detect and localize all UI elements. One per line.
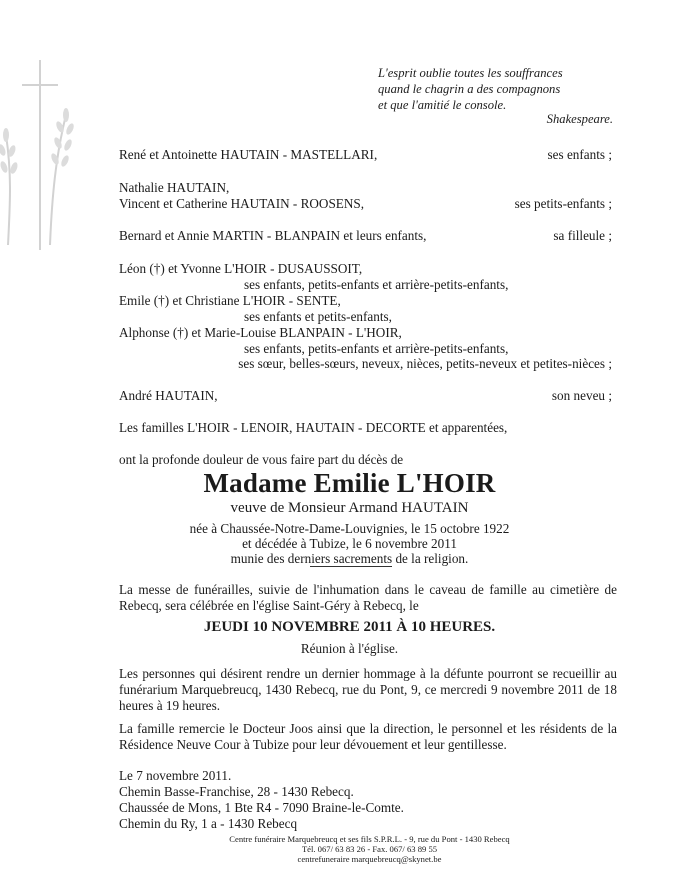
family-relation: son neveu ; [551,388,612,403]
family-name: René et Antoinette HAUTAIN - MASTELLARI, [119,147,378,162]
notice-date: Le 7 novembre 2011. [119,768,232,783]
family-name: Nathalie HAUTAIN, [119,180,230,195]
funeral-paragraph: La messe de funérailles, suivie de l'inhumation dans le caveau de famille au cimetière de Rebecq, sera célébrée en l'église Saint-Géry à Rebecq, le [119,582,617,613]
family-name: Bernard et Annie MARTIN - BLANPAIN et leurs enfants, [119,228,427,243]
sibling-line: Alphonse (†) et Marie-Louise BLANPAIN - L'HOIR, [119,325,402,340]
epigraph-author: Shakespeare. [546,112,613,126]
families-line: Les familles L'HOIR - LENOIR, HAUTAIN - DECORTE et apparentées, [119,420,508,435]
funeral-date: JEUDI 10 NOVEMBRE 2011 À 10 HEURES. [203,619,496,635]
thanks-paragraph: La famille remercie le Docteur Joos ainsi que la direction, le personnel et les résidents de la Résidence Neuve Cour à Tubize pour leur dévouement et leur gentillesse. [119,721,617,752]
deceased-birth: née à Chaussée-Notre-Dame-Louvignies, le 15 octobre 1922 [189,521,510,536]
sibling-line: Léon (†) et Yvonne L'HOIR - DUSAUSSOIT, [119,261,363,276]
funeral-meeting: Réunion à l'église. [300,641,399,656]
sibling-line: Emile (†) et Christiane L'HOIR - SENTE, [119,293,341,308]
epigraph-line: L'esprit oublie toutes les souffrances [378,66,563,80]
cross-wheat-icon [0,55,85,255]
deceased-name: Madame Emilie L'HOIR [203,468,496,498]
epigraph-line: et que l'amitié le console. [378,98,507,112]
address-line: Chemin Basse-Franchise, 28 - 1430 Rebecq. [119,784,354,799]
family-relation: ses petits-enfants ; [514,196,612,211]
family-relation: sa filleule ; [553,228,612,243]
sibling-line: ses enfants, petits-enfants et arrière-petits-enfants, [244,341,509,356]
divider [310,566,392,567]
sibling-line: ses sœur, belles-sœurs, neveux, nièces, petits-neveux et petites-nièces ; [238,356,612,371]
footer-company: Centre funéraire Marquebreucq et ses fils S.P.R.L. - 9, rue du Pont - 1430 Rebecq [229,834,510,844]
epigraph-line: quand le chagrin a des compagnons [378,82,561,96]
footer-phone: Tél. 067/ 63 83 26 - Fax. 067/ 63 89 55 [301,844,438,854]
homage-paragraph: Les personnes qui désirent rendre un dernier hommage à la défunte pourront se recueillir au funérarium Marquebreucq, 1430 Rebecq, rue du Pont, 9, ce mercredi 9 novembre 2011 de 18 heures à 19 heures. [119,666,617,713]
announce-line: ont la profonde douleur de vous faire part du décès de [119,452,404,467]
deceased-widow: veuve de Monsieur Armand HAUTAIN [230,500,469,516]
family-name: André HAUTAIN, [119,388,218,403]
deceased-sacraments: munie des derniers sacrements de la religion. [230,551,469,566]
family-name: Vincent et Catherine HAUTAIN - ROOSENS, [119,196,365,211]
address-line: Chaussée de Mons, 1 Bte R4 - 7090 Braine-le-Comte. [119,800,404,815]
sibling-line: ses enfants et petits-enfants, [244,309,392,324]
address-line: Chemin du Ry, 1 a - 1430 Rebecq [119,816,298,831]
footer-email: centrefuneraire marquebreucq@skynet.be [297,854,442,864]
family-relation: ses enfants ; [547,147,612,162]
deceased-death: et décédée à Tubize, le 6 novembre 2011 [242,536,457,551]
sibling-line: ses enfants, petits-enfants et arrière-petits-enfants, [244,277,509,292]
epigraph [378,65,563,113]
